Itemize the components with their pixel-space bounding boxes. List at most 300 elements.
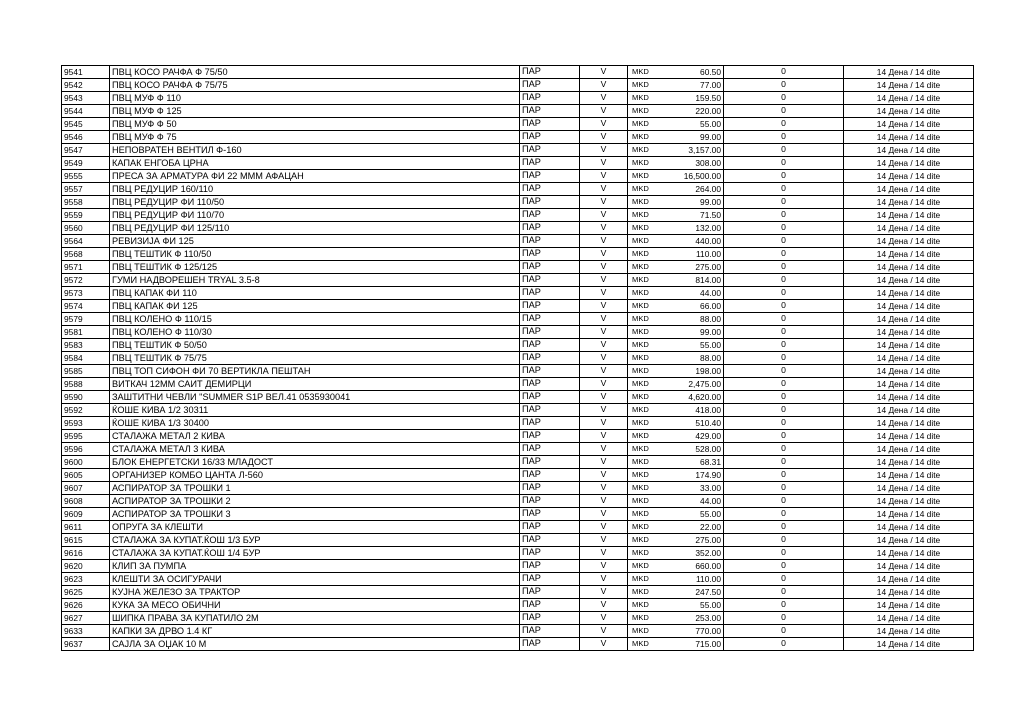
table-row: [62, 469, 974, 482]
item-name: СТАЛАЖА МЕТАЛ 2 КИВА: [110, 430, 520, 443]
item-currency: MKD: [632, 392, 649, 401]
item-unit: ПАР: [520, 508, 580, 521]
item-price-cell: [628, 430, 724, 443]
item-price-cell: [628, 638, 724, 651]
item-price-cell: [628, 573, 724, 586]
price-list-table: [61, 65, 974, 651]
item-price-cell: [628, 599, 724, 612]
table-row: [62, 261, 974, 274]
item-code: 9585: [62, 365, 110, 378]
item-currency: MKD: [632, 275, 649, 284]
item-quantity: 0: [724, 196, 844, 209]
item-name: ПВЦ ТЕШТИК Ф 110/50: [110, 248, 520, 261]
item-quantity: 0: [724, 430, 844, 443]
item-quantity: 0: [724, 456, 844, 469]
item-currency: MKD: [632, 301, 649, 310]
item-v-flag: V: [580, 92, 628, 105]
item-code: 9637: [62, 638, 110, 651]
item-unit: ПАР: [520, 547, 580, 560]
item-currency: MKD: [632, 548, 649, 557]
item-currency: MKD: [632, 106, 649, 115]
item-currency: MKD: [632, 470, 649, 479]
item-price-cell: [628, 521, 724, 534]
item-quantity: 0: [724, 560, 844, 573]
item-delivery: 14 Дена / 14 dite: [844, 287, 974, 300]
item-currency: MKD: [632, 171, 649, 180]
item-delivery: 14 Дена / 14 dite: [844, 326, 974, 339]
item-unit: ПАР: [520, 638, 580, 651]
item-name: БЛОК ЕНЕРГЕТСКИ 16/33 МЛАДОСТ: [110, 456, 520, 469]
item-delivery: 14 Дена / 14 dite: [844, 105, 974, 118]
item-name: КАПАК ЕНГОБА ЦРНА: [110, 157, 520, 170]
item-name: КЛЕШТИ ЗА ОСИГУРАЧИ: [110, 573, 520, 586]
item-price-cell: [628, 209, 724, 222]
item-price: 16,500.00: [683, 171, 721, 181]
item-currency: MKD: [632, 600, 649, 609]
item-price: 429.00: [695, 431, 721, 441]
item-price-cell: [628, 105, 724, 118]
item-code: 9560: [62, 222, 110, 235]
item-unit: ПАР: [520, 131, 580, 144]
item-price-cell: [628, 612, 724, 625]
item-price-cell: [628, 534, 724, 547]
item-currency: MKD: [632, 509, 649, 518]
item-v-flag: V: [580, 300, 628, 313]
item-name: ПРЕСА ЗА АРМАТУРА ФИ 22 МММ АФАЦАН: [110, 170, 520, 183]
item-code: 9623: [62, 573, 110, 586]
table-row: [62, 157, 974, 170]
item-price-cell: [628, 79, 724, 92]
item-unit: ПАР: [520, 365, 580, 378]
item-quantity: 0: [724, 131, 844, 144]
item-code: 9616: [62, 547, 110, 560]
item-code: 9620: [62, 560, 110, 573]
item-price: 440.00: [695, 236, 721, 246]
item-price-cell: [628, 157, 724, 170]
item-currency: MKD: [632, 613, 649, 622]
item-quantity: 0: [724, 482, 844, 495]
item-v-flag: V: [580, 469, 628, 482]
item-name: КАПКИ ЗА ДРВО 1.4 КГ: [110, 625, 520, 638]
item-quantity: 0: [724, 79, 844, 92]
item-delivery: 14 Дена / 14 dite: [844, 222, 974, 235]
item-name: СТАЛАЖА МЕТАЛ 3 КИВА: [110, 443, 520, 456]
item-delivery: 14 Дена / 14 dite: [844, 547, 974, 560]
item-unit: ПАР: [520, 287, 580, 300]
item-name: ОРГАНИЗЕР КОМБО ЦАНТА Л-560: [110, 469, 520, 482]
item-price: 3,157.00: [688, 145, 721, 155]
item-price: 220.00: [695, 106, 721, 116]
item-code: 9558: [62, 196, 110, 209]
table-row: [62, 534, 974, 547]
item-price-cell: [628, 547, 724, 560]
table-row: [62, 638, 974, 651]
item-currency: MKD: [632, 119, 649, 128]
item-unit: ПАР: [520, 157, 580, 170]
item-code: 9583: [62, 339, 110, 352]
item-price: 44.00: [700, 288, 721, 298]
item-delivery: 14 Дена / 14 dite: [844, 313, 974, 326]
item-price: 68.31: [700, 457, 721, 467]
item-v-flag: V: [580, 547, 628, 560]
item-currency: MKD: [632, 574, 649, 583]
item-unit: ПАР: [520, 560, 580, 573]
item-quantity: 0: [724, 300, 844, 313]
item-quantity: 0: [724, 534, 844, 547]
item-unit: ПАР: [520, 352, 580, 365]
item-code: 9592: [62, 404, 110, 417]
item-price-cell: [628, 183, 724, 196]
table-row: [62, 79, 974, 92]
item-name: ЌОШЕ КИВА 1/3 30400: [110, 417, 520, 430]
item-unit: ПАР: [520, 599, 580, 612]
table-row: [62, 209, 974, 222]
item-code: 9555: [62, 170, 110, 183]
item-name: ПВЦ КАПАК ФИ 125: [110, 300, 520, 313]
item-delivery: 14 Дена / 14 dite: [844, 391, 974, 404]
item-name: ПВЦ КОЛЕНО Ф 110/30: [110, 326, 520, 339]
item-v-flag: V: [580, 274, 628, 287]
item-v-flag: V: [580, 313, 628, 326]
item-unit: ПАР: [520, 469, 580, 482]
item-delivery: 14 Дена / 14 dite: [844, 417, 974, 430]
item-delivery: 14 Дена / 14 dite: [844, 404, 974, 417]
item-name: ПВЦ РЕДУЦИР ФИ 110/70: [110, 209, 520, 222]
price-list-body: [62, 66, 974, 651]
item-unit: ПАР: [520, 586, 580, 599]
item-delivery: 14 Дена / 14 dite: [844, 92, 974, 105]
item-unit: ПАР: [520, 105, 580, 118]
item-code: 9590: [62, 391, 110, 404]
item-unit: ПАР: [520, 235, 580, 248]
item-price: 253.00: [695, 613, 721, 623]
item-delivery: 14 Дена / 14 dite: [844, 170, 974, 183]
item-quantity: 0: [724, 573, 844, 586]
item-v-flag: V: [580, 638, 628, 651]
item-price-cell: [628, 560, 724, 573]
item-delivery: 14 Дена / 14 dite: [844, 235, 974, 248]
table-row: [62, 274, 974, 287]
item-unit: ПАР: [520, 92, 580, 105]
item-quantity: 0: [724, 209, 844, 222]
item-name: ПВЦ ТЕШТИК Ф 75/75: [110, 352, 520, 365]
item-quantity: 0: [724, 365, 844, 378]
item-price-cell: [628, 222, 724, 235]
item-v-flag: V: [580, 599, 628, 612]
item-price: 33.00: [700, 483, 721, 493]
item-unit: ПАР: [520, 482, 580, 495]
item-price-cell: [628, 170, 724, 183]
item-price: 159.50: [695, 93, 721, 103]
item-price-cell: [628, 300, 724, 313]
item-v-flag: V: [580, 521, 628, 534]
item-delivery: 14 Дена / 14 dite: [844, 430, 974, 443]
item-price: 132.00: [695, 223, 721, 233]
item-delivery: 14 Дена / 14 dite: [844, 573, 974, 586]
table-row: [62, 105, 974, 118]
item-price: 418.00: [695, 405, 721, 415]
table-row: [62, 352, 974, 365]
item-code: 9607: [62, 482, 110, 495]
item-v-flag: V: [580, 508, 628, 521]
item-price-cell: [628, 339, 724, 352]
item-delivery: 14 Дена / 14 dite: [844, 209, 974, 222]
item-name: ПВЦ РЕДУЦИР ФИ 110/50: [110, 196, 520, 209]
item-price-cell: [628, 144, 724, 157]
item-v-flag: V: [580, 586, 628, 599]
item-name: АСПИРАТОР ЗА ТРОШКИ 2: [110, 495, 520, 508]
table-row: [62, 235, 974, 248]
item-currency: MKD: [632, 561, 649, 570]
item-unit: ПАР: [520, 456, 580, 469]
table-row: [62, 196, 974, 209]
item-currency: MKD: [632, 457, 649, 466]
item-name: ОПРУГА ЗА КЛЕШТИ: [110, 521, 520, 534]
item-delivery: 14 Дена / 14 dite: [844, 612, 974, 625]
item-price: 55.00: [700, 119, 721, 129]
item-code: 9626: [62, 599, 110, 612]
item-price: 110.00: [696, 249, 721, 259]
item-price: 660.00: [695, 561, 721, 571]
item-currency: MKD: [632, 496, 649, 505]
item-currency: MKD: [632, 223, 649, 232]
item-unit: ПАР: [520, 625, 580, 638]
item-unit: ПАР: [520, 274, 580, 287]
item-currency: MKD: [632, 93, 649, 102]
item-v-flag: V: [580, 352, 628, 365]
item-v-flag: V: [580, 196, 628, 209]
item-currency: MKD: [632, 236, 649, 245]
table-row: [62, 573, 974, 586]
item-v-flag: V: [580, 625, 628, 638]
item-price-cell: [628, 131, 724, 144]
item-code: 9559: [62, 209, 110, 222]
item-currency: MKD: [632, 314, 649, 323]
item-code: 9609: [62, 508, 110, 521]
item-quantity: 0: [724, 157, 844, 170]
item-quantity: 0: [724, 222, 844, 235]
item-unit: ПАР: [520, 79, 580, 92]
item-unit: ПАР: [520, 170, 580, 183]
item-price-cell: [628, 391, 724, 404]
item-quantity: 0: [724, 66, 844, 79]
item-code: 9605: [62, 469, 110, 482]
item-code: 9546: [62, 131, 110, 144]
item-code: 9581: [62, 326, 110, 339]
item-currency: MKD: [632, 210, 649, 219]
item-unit: ПАР: [520, 404, 580, 417]
item-delivery: 14 Дена / 14 dite: [844, 495, 974, 508]
table-row: [62, 599, 974, 612]
item-price: 352.00: [695, 548, 721, 558]
item-unit: ПАР: [520, 248, 580, 261]
item-quantity: 0: [724, 144, 844, 157]
item-code: 9542: [62, 79, 110, 92]
item-quantity: 0: [724, 378, 844, 391]
item-unit: ПАР: [520, 313, 580, 326]
item-name: ПВЦ КАПАК ФИ 110: [110, 287, 520, 300]
item-quantity: 0: [724, 274, 844, 287]
item-price: 528.00: [695, 444, 721, 454]
item-price: 174.90: [695, 470, 721, 480]
item-name: ГУМИ НАДВОРЕШЕН TRYAL 3.5-8: [110, 274, 520, 287]
item-currency: MKD: [632, 327, 649, 336]
item-quantity: 0: [724, 521, 844, 534]
item-code: 9573: [62, 287, 110, 300]
item-delivery: 14 Дена / 14 dite: [844, 131, 974, 144]
item-price: 22.00: [700, 522, 721, 532]
item-v-flag: V: [580, 105, 628, 118]
table-row: [62, 417, 974, 430]
item-name: ЗАШТИТНИ ЧЕВЛИ "SUMMER S1P ВЕЛ.41 0535930041: [110, 391, 520, 404]
item-delivery: 14 Дена / 14 dite: [844, 456, 974, 469]
item-delivery: 14 Дена / 14 dite: [844, 378, 974, 391]
item-price-cell: [628, 326, 724, 339]
item-code: 9543: [62, 92, 110, 105]
item-quantity: 0: [724, 92, 844, 105]
item-v-flag: V: [580, 287, 628, 300]
item-name: ШИПКА ПРАВА ЗА КУПАТИЛО 2М: [110, 612, 520, 625]
item-delivery: 14 Дена / 14 dite: [844, 183, 974, 196]
item-quantity: 0: [724, 599, 844, 612]
item-currency: MKD: [632, 262, 649, 271]
item-quantity: 0: [724, 248, 844, 261]
item-price: 110.00: [696, 574, 721, 584]
item-name: САЈЛА ЗА ОЏАК 10 М: [110, 638, 520, 651]
table-row: [62, 222, 974, 235]
item-unit: ПАР: [520, 534, 580, 547]
item-v-flag: V: [580, 573, 628, 586]
table-row: [62, 118, 974, 131]
item-v-flag: V: [580, 131, 628, 144]
item-name: ПВЦ ТОП СИФОН ФИ 70 ВЕРТИКЛА ПЕШТАН: [110, 365, 520, 378]
item-delivery: 14 Дена / 14 dite: [844, 352, 974, 365]
table-row: [62, 495, 974, 508]
item-code: 9557: [62, 183, 110, 196]
item-price: 44.00: [700, 496, 721, 506]
item-code: 9564: [62, 235, 110, 248]
table-row: [62, 391, 974, 404]
item-delivery: 14 Дена / 14 dite: [844, 599, 974, 612]
item-price-cell: [628, 287, 724, 300]
item-quantity: 0: [724, 326, 844, 339]
item-unit: ПАР: [520, 612, 580, 625]
item-unit: ПАР: [520, 183, 580, 196]
item-delivery: 14 Дена / 14 dite: [844, 196, 974, 209]
item-currency: MKD: [632, 626, 649, 635]
item-price-cell: [628, 196, 724, 209]
item-quantity: 0: [724, 469, 844, 482]
item-delivery: 14 Дена / 14 dite: [844, 274, 974, 287]
item-price: 99.00: [700, 132, 721, 142]
item-delivery: 14 Дена / 14 dite: [844, 638, 974, 651]
item-price: 99.00: [700, 327, 721, 337]
item-quantity: 0: [724, 638, 844, 651]
item-code: 9600: [62, 456, 110, 469]
item-quantity: 0: [724, 612, 844, 625]
item-code: 9588: [62, 378, 110, 391]
item-code: 9549: [62, 157, 110, 170]
item-price: 247.50: [695, 587, 721, 597]
item-currency: MKD: [632, 67, 649, 76]
item-currency: MKD: [632, 340, 649, 349]
item-price: 88.00: [700, 353, 721, 363]
item-name: ПВЦ КОЛЕНО Ф 110/15: [110, 313, 520, 326]
item-v-flag: V: [580, 79, 628, 92]
table-row: [62, 92, 974, 105]
item-code: 9574: [62, 300, 110, 313]
item-price: 2,475.00: [688, 379, 721, 389]
item-currency: MKD: [632, 132, 649, 141]
item-name: ПВЦ РЕДУЦИР 160/110: [110, 183, 520, 196]
item-v-flag: V: [580, 534, 628, 547]
item-unit: ПАР: [520, 521, 580, 534]
item-unit: ПАР: [520, 417, 580, 430]
item-price-cell: [628, 417, 724, 430]
item-price: 88.00: [700, 314, 721, 324]
table-row: [62, 625, 974, 638]
item-v-flag: V: [580, 456, 628, 469]
item-price: 71.50: [700, 210, 721, 220]
table-row: [62, 456, 974, 469]
item-quantity: 0: [724, 183, 844, 196]
item-quantity: 0: [724, 287, 844, 300]
item-price: 814.00: [695, 275, 721, 285]
item-quantity: 0: [724, 625, 844, 638]
item-currency: MKD: [632, 418, 649, 427]
item-code: 9584: [62, 352, 110, 365]
item-name: ПВЦ МУФ Ф 110: [110, 92, 520, 105]
item-quantity: 0: [724, 339, 844, 352]
item-v-flag: V: [580, 482, 628, 495]
item-v-flag: V: [580, 157, 628, 170]
item-currency: MKD: [632, 379, 649, 388]
item-price-cell: [628, 274, 724, 287]
item-name: КУКА ЗА МЕСО ОБИЧНИ: [110, 599, 520, 612]
item-price-cell: [628, 352, 724, 365]
item-delivery: 14 Дена / 14 dite: [844, 586, 974, 599]
item-price: 55.00: [700, 340, 721, 350]
item-v-flag: V: [580, 144, 628, 157]
item-price: 55.00: [700, 600, 721, 610]
item-code: 9595: [62, 430, 110, 443]
item-currency: MKD: [632, 483, 649, 492]
item-code: 9627: [62, 612, 110, 625]
item-code: 9568: [62, 248, 110, 261]
item-price-cell: [628, 495, 724, 508]
item-price-cell: [628, 365, 724, 378]
item-code: 9545: [62, 118, 110, 131]
item-currency: MKD: [632, 80, 649, 89]
item-delivery: 14 Дена / 14 dite: [844, 625, 974, 638]
item-v-flag: V: [580, 339, 628, 352]
item-price: 264.00: [695, 184, 721, 194]
item-delivery: 14 Дена / 14 dite: [844, 248, 974, 261]
item-price: 198.00: [695, 366, 721, 376]
item-name: ПВЦ МУФ Ф 50: [110, 118, 520, 131]
item-currency: MKD: [632, 405, 649, 414]
item-price-cell: [628, 482, 724, 495]
item-unit: ПАР: [520, 66, 580, 79]
item-v-flag: V: [580, 391, 628, 404]
item-name: СТАЛАЖА ЗА КУПАТ.ЌОШ 1/3 БУР: [110, 534, 520, 547]
item-currency: MKD: [632, 158, 649, 167]
item-name: ПВЦ ТЕШТИК Ф 125/125: [110, 261, 520, 274]
item-v-flag: V: [580, 365, 628, 378]
item-v-flag: V: [580, 378, 628, 391]
item-delivery: 14 Дена / 14 dite: [844, 157, 974, 170]
item-delivery: 14 Дена / 14 dite: [844, 521, 974, 534]
